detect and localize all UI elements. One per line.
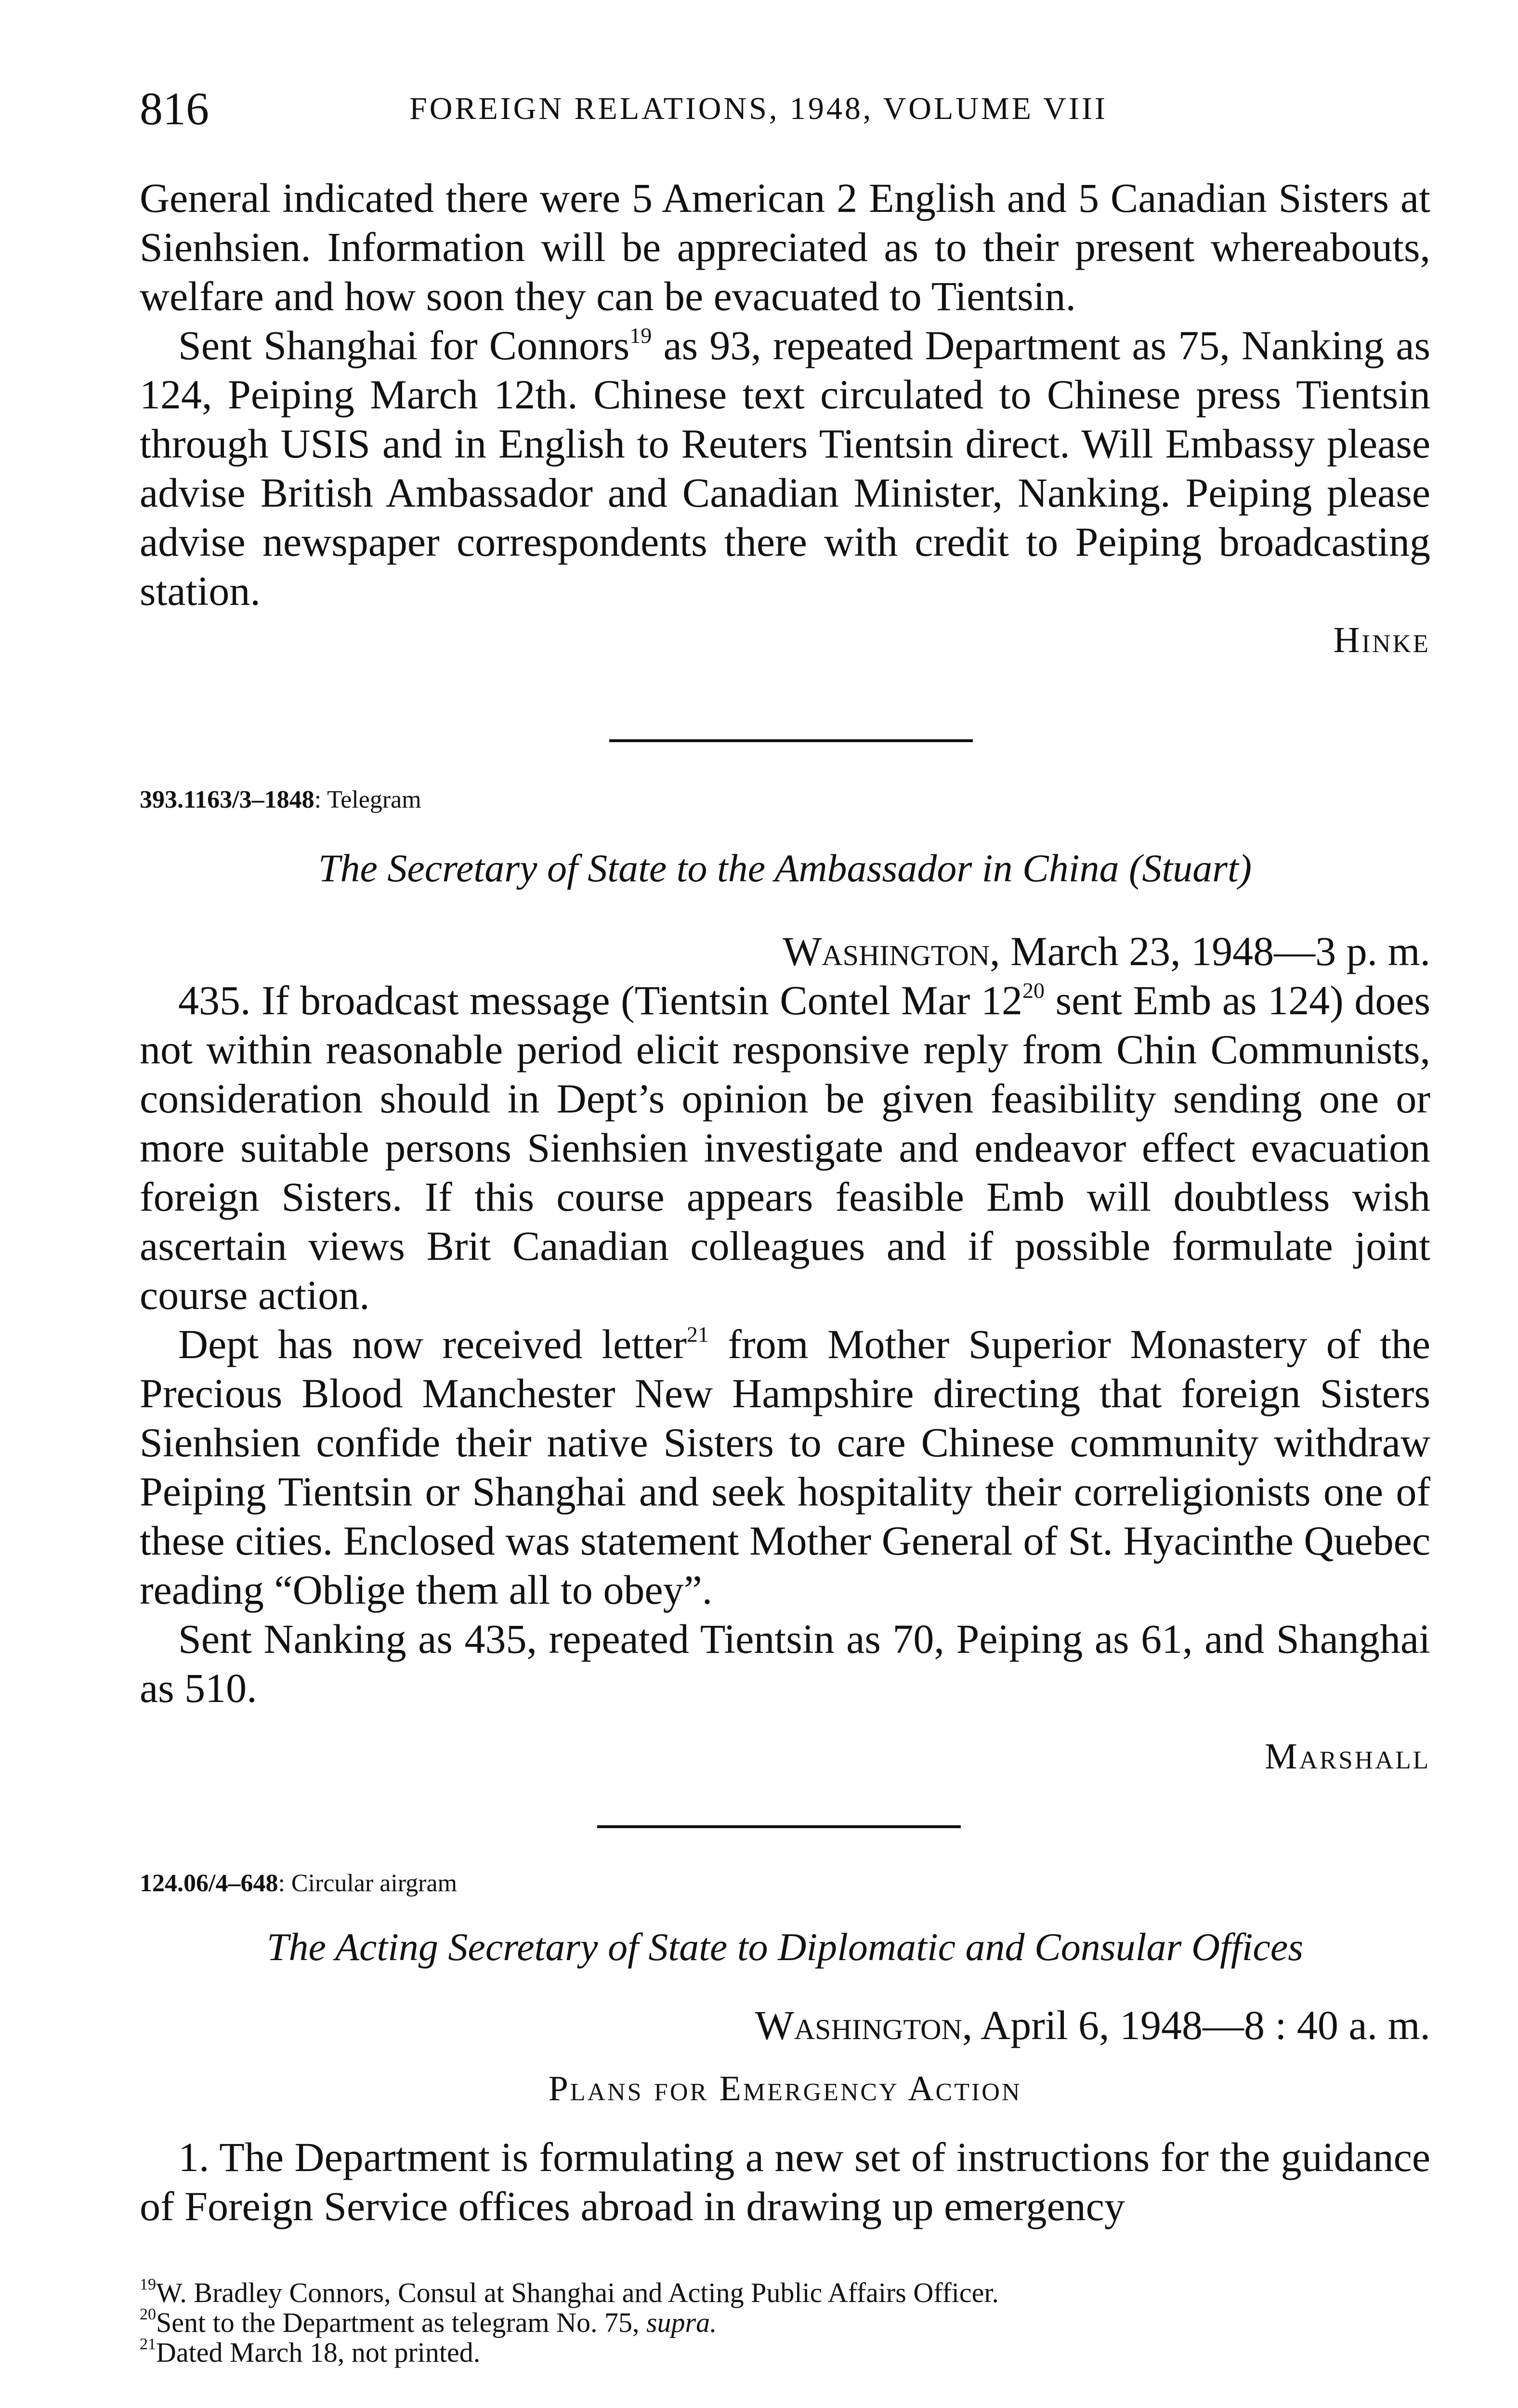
footnote-marker: 20 — [1022, 978, 1045, 1003]
footnote-number: 21 — [140, 2335, 156, 2353]
document-type: : Telegram — [314, 786, 421, 813]
footnotes — [140, 2278, 1430, 2368]
footnote — [140, 2305, 1430, 2338]
footnote-text: Sent to the Department as telegram No. 75, — [156, 2307, 646, 2338]
paragraph-text: from Mother Superior Monastery of the Precious Blood Manchester New Hampshire directing that foreign Sisters Sienhsien confide their native Sisters to care Chinese community withdraw Peiping Tientsin or Shanghai and seek hospitality their correligionists one of these cities. Enclosed was statement Mother General of St. Hyacinthe Quebec reading “Oblige them all to obey”. — [140, 1321, 1431, 1613]
body-paragraph: 1. The Department is formulating a new set of instructions for the guidance of Foreign Service offices abroad in drawing up emergency — [140, 2134, 1430, 2229]
document-title: The Acting Secretary of State to Diplomatic and Consular Offices — [266, 1925, 1304, 1969]
footnote — [140, 2278, 1430, 2308]
page-number: 816 — [140, 83, 209, 134]
footnote-text: W. Bradley Connors, Consul at Shanghai and Acting Public Affairs Officer. — [156, 2277, 999, 2308]
paragraph-text: sent Emb as 124) does not within reasonable period elicit responsive reply from Chin Communists, consideration should in Dept’s opinion be given feasibility sending one or more suitable persons Sienhsien investigate and endeavor effect evacuation foreign Sisters. If this course appears feasible Emb will doubtless wish ascertain views Brit Canadian colleagues and if possible formulate joint course action. — [140, 977, 1430, 1318]
footnote — [140, 2335, 1430, 2368]
document-2 — [140, 1859, 1430, 2231]
dateline-place: Washington, — [783, 928, 1000, 974]
signature: Hinke — [1333, 620, 1430, 660]
body-paragraph — [140, 1320, 1430, 1614]
paragraph-text: as 93, repeated Department as 75, Nanking as 124, Peiping March 12th. Chinese text circulated to Chinese press Tientsin through USIS and in English to Reuters Tientsin direct. Will Embassy please advise British Ambassador and Canadian Minister, Nanking. Peiping please advise newspaper correspondents there with credit to Peiping broadcasting station. — [140, 322, 1430, 614]
dateline-place: Washington, — [755, 2002, 973, 2048]
footnote-text: Dated March 18, not printed. — [156, 2337, 481, 2368]
section-divider — [597, 1825, 961, 1828]
dateline-date: March 23, 1948—3 p. m. — [1000, 928, 1430, 974]
telegram-continuation — [140, 173, 1430, 665]
body-paragraph: General indicated there were 5 American 2 English and 5 Canadian Sisters at Sienhsien. Information will be appreciated as to their present whereabouts, welfare and how soon they can be evacuated to Tientsin. — [140, 175, 1430, 319]
file-reference — [140, 775, 1430, 824]
file-number: 393.1163/3–1848 — [140, 786, 314, 813]
dateline-date: April 6, 1948—8 : 40 a. m. — [972, 2002, 1430, 2048]
dateline — [140, 2001, 1430, 2050]
footnote-marker: 19 — [629, 323, 652, 348]
dateline — [140, 927, 1430, 976]
footnote-number: 20 — [140, 2305, 156, 2323]
body-paragraph — [140, 976, 1430, 1320]
footnote-marker: 21 — [686, 1322, 709, 1347]
file-number: 124.06/4–648 — [140, 1870, 278, 1897]
running-title: FOREIGN RELATIONS, 1948, VOLUME VIII — [409, 91, 1108, 126]
paragraph-text: Sent Shanghai for Connors — [178, 322, 630, 368]
running-header — [140, 82, 1430, 144]
section-heading: Plans for Emergency Action — [548, 2069, 1022, 2108]
document-title: The Secretary of State to the Ambassador in China (Stuart) — [318, 846, 1252, 890]
footnote-number: 19 — [140, 2276, 156, 2293]
section-divider — [609, 739, 973, 742]
document-1 — [140, 775, 1430, 1781]
file-reference — [140, 1859, 1430, 1908]
body-paragraph — [140, 321, 1430, 615]
signature: Marshall — [1265, 1736, 1430, 1777]
body-paragraph: Sent Nanking as 435, repeated Tientsin as 70, Peiping as 61, and Shanghai as 510. — [140, 1616, 1430, 1711]
footnote-italic-text: supra. — [646, 2307, 717, 2338]
document-type: : Circular airgram — [278, 1870, 458, 1897]
paragraph-text: 435. If broadcast message (Tientsin Contel Mar 12 — [178, 977, 1023, 1023]
paragraph-text: Dept has now received letter — [178, 1321, 687, 1367]
